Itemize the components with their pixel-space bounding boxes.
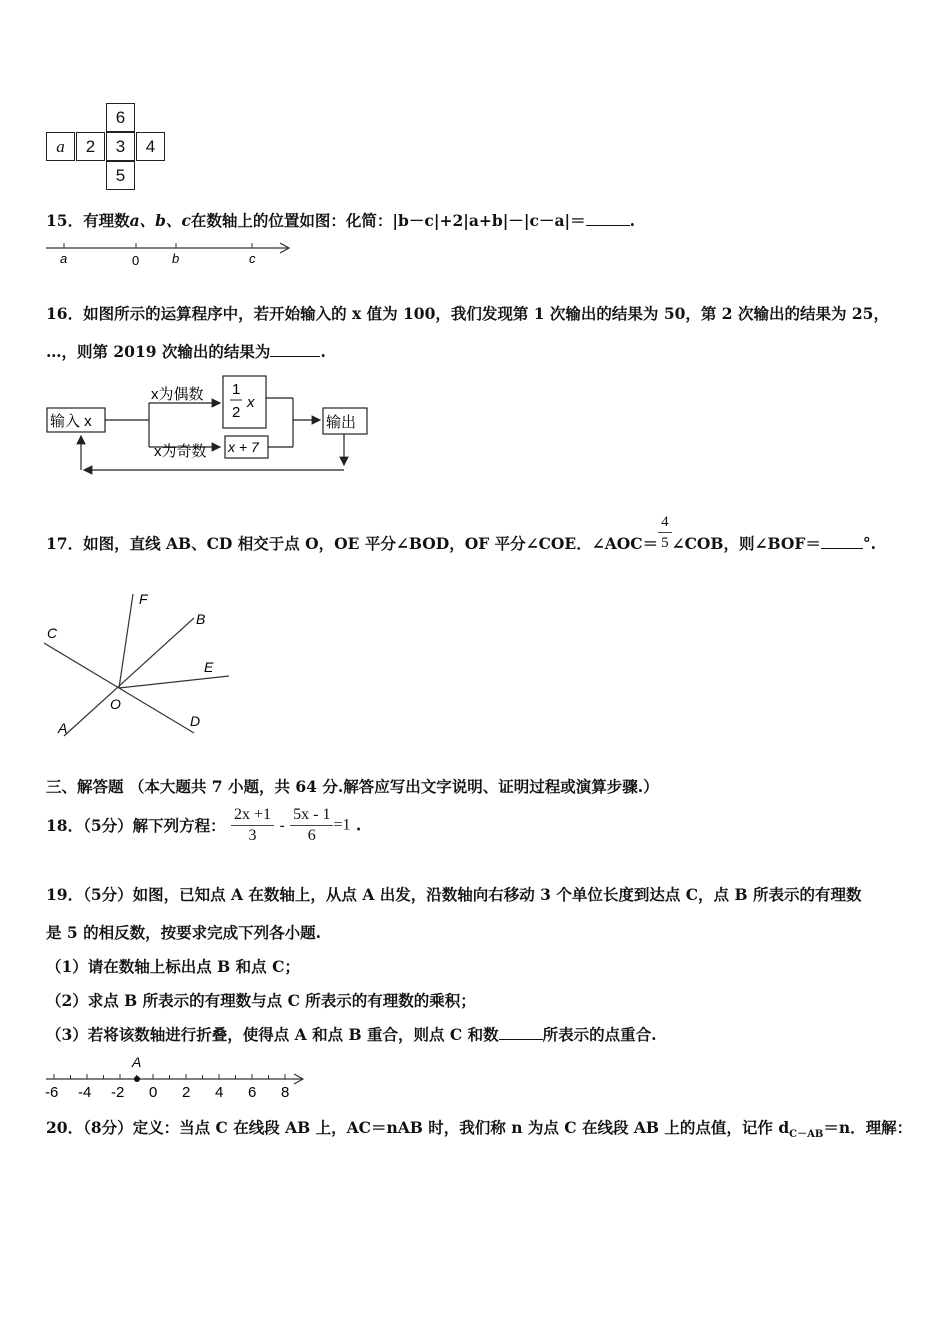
axis-tick-label: -2 [111, 1084, 125, 1101]
svg-text:x + 7: x + 7 [228, 439, 259, 455]
point-O: O [110, 696, 121, 712]
q17-answer-blank[interactable] [821, 534, 863, 549]
cube-cell-4: 4 [136, 132, 165, 161]
axis-tick-label: 6 [248, 1084, 257, 1101]
axis-tick-label: 2 [182, 1084, 191, 1101]
question-19-sub1: （1）请在数轴上标出点 B 和点 C； [46, 957, 300, 976]
q15-answer-blank[interactable] [586, 211, 630, 226]
cube-cell-a: a [46, 132, 75, 161]
q15-label-b: b [172, 251, 180, 266]
question-17: 17．如图，直线 AB、CD 相交于点 O，OE 平分∠BOD，OF 平分∠COE．∠AOC＝ $\frac{4}{5}$ ∠COB，则∠BOF＝ °. [46, 513, 877, 553]
q15-text: 15．有理数 [46, 211, 130, 230]
q15-vars: a、b、c [129, 211, 191, 230]
flow-odd-label: x为奇数 [154, 443, 207, 460]
q15-text2: 在数轴上的位置如图：化简：|b－c|+2|a+b|－|c－a|＝ [190, 211, 586, 230]
q15-label-a: a [60, 251, 68, 266]
q18-den2: 6 [307, 827, 316, 844]
q17-angle-figure [44, 588, 234, 748]
line-ab [64, 618, 194, 736]
q16-flowchart [44, 370, 374, 480]
axis-tick-label: -4 [78, 1084, 92, 1101]
q20-subscript: C－AB [789, 1129, 824, 1141]
q17-frac-num: 4 [658, 512, 672, 533]
question-16-line2: …，则第 2019 次输出的结果为 . [46, 342, 326, 361]
axis-tick-label: 0 [149, 1084, 158, 1101]
question-19-sub2: （2）求点 B 所表示的有理数与点 C 所表示的有理数的乘积； [46, 991, 476, 1010]
flow-even-label: x为偶数 [151, 386, 204, 403]
q18-num2: 5x - 1 [290, 805, 333, 826]
point-A-dot [134, 1076, 140, 1082]
flow-input-label: 输入 x [50, 413, 92, 430]
point-F: F [139, 591, 148, 607]
question-20: 20．（8分）定义：当点 C 在线段 AB 上，AC＝nAB 时，我们称 n 为点 C 在线段 AB 上的点值，记作 $d_{C-AB}=n$．理解： [46, 1118, 913, 1141]
q15-label-0: 0 [132, 253, 140, 268]
axis-tick-label: 4 [215, 1084, 224, 1101]
cube-cell-bottom: 5 [106, 161, 135, 190]
q15-label-c: c [249, 251, 256, 266]
q19-ticks [45, 1074, 289, 1101]
question-19-sub3: （3）若将该数轴进行折叠，使得点 A 和点 B 重合，则点 C 和数 所表示的点重合. [46, 1025, 657, 1044]
point-E: E [204, 659, 214, 675]
point-D: D [190, 713, 201, 729]
question-16-line1: 16．如图所示的运算程序中，若开始输入的 x 值为 100，我们发现第 1 次输出的结果为 50，第 2 次输出的结果为 25， [46, 304, 889, 323]
flow-half-box [223, 376, 266, 428]
q19-number-line [44, 1053, 309, 1101]
q18-num1: 2x +1 [231, 805, 274, 826]
flow-output-label: 输出 [326, 414, 357, 431]
axis-tick-label: -6 [45, 1084, 59, 1101]
q15-number-line [44, 238, 294, 270]
q18-den1: 3 [248, 827, 257, 844]
ray-oe [119, 676, 229, 688]
q19-answer-blank[interactable] [499, 1025, 543, 1040]
ray-of [119, 594, 133, 688]
axis-tick-label: 8 [281, 1084, 290, 1101]
point-C: C [47, 625, 58, 641]
section-3-heading: 三、解答题 （本大题共 7 小题，共 64 分.解答应写出文字说明、证明过程或演算步骤.） [46, 777, 659, 796]
question-18: 18．（5分）解下列方程： $\frac{2x +1}{3}$ - $\frac{5x - 1}{6}$ =1 . [46, 806, 362, 844]
cube-cell-top: 6 [106, 103, 135, 132]
q17-frac-den: 5 [661, 534, 669, 551]
svg-text:x: x [247, 394, 255, 411]
point-A-label: A [132, 1054, 142, 1070]
point-B: B [196, 611, 206, 627]
cube-cell-2: 2 [76, 132, 105, 161]
q16-answer-blank[interactable] [270, 342, 320, 357]
svg-text:1: 1 [232, 381, 241, 398]
svg-text:2: 2 [232, 404, 241, 421]
point-A: A [58, 720, 68, 736]
question-19-line2: 是 5 的相反数，按要求完成下列各小题. [46, 923, 321, 942]
question-15: 15．有理数a、b、c在数轴上的位置如图：化简：|b－c|+2|a+b|－|c－a|＝ . [46, 211, 636, 230]
question-19-line1: 19．（5分）如图，已知点 A 在数轴上，从点 A 出发，沿数轴向右移动 3 个单位长度到达点 C，点 B 所表示的有理数 [46, 885, 862, 904]
cube-cell-3: 3 [106, 132, 135, 161]
